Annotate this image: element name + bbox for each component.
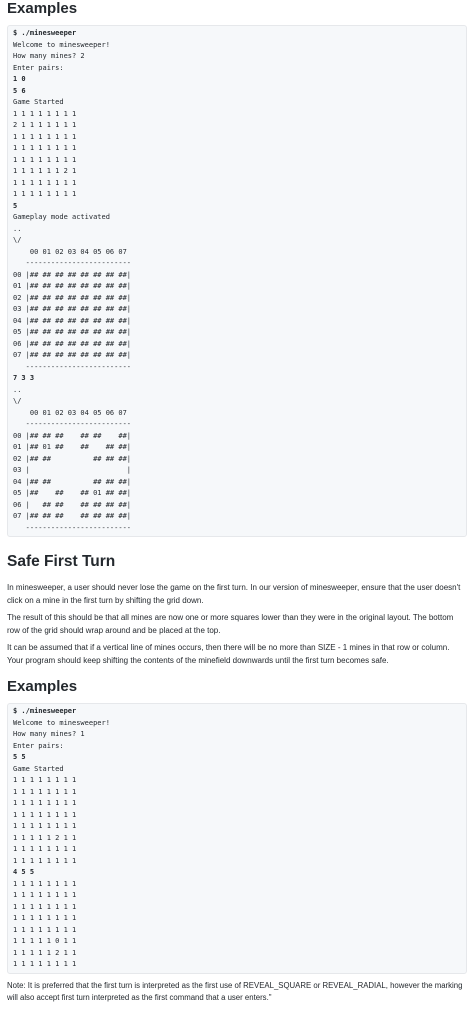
code-line: ------------------------- [13, 523, 132, 532]
code-line: .. [13, 224, 22, 233]
code-line: 02 |## ## ## ## ##| [13, 454, 132, 463]
code-line: ------------------------- [13, 362, 132, 371]
code-line: 1 1 1 1 1 1 1 1 [13, 891, 77, 899]
code-line: 1 0 [13, 75, 26, 83]
code-line: 1 1 1 1 1 1 1 1 [13, 155, 77, 164]
code-line: 02 |## ## ## ## ## ## ## ##| [13, 293, 132, 302]
code-line: 01 |## 01 ## ## ## ##| [13, 443, 132, 451]
paragraph-assumption: It can be assumed that if a vertical line of mines occurs, then there will be no more than SIZE - 1 mines in that row or column. Your program should keep shifting the contents of the minefield downwards until the first turn becomes safe. [7, 643, 450, 665]
examples-heading-top: Examples [7, 0, 78, 17]
code-line: 5 [13, 201, 18, 210]
code-block-example-2 [7, 703, 467, 974]
code-line: 1 1 1 1 1 1 1 1 [13, 960, 77, 968]
code-line: 1 1 1 1 1 1 1 1 [13, 787, 77, 796]
code-block-example-1 [7, 25, 467, 537]
code-line: 05 |## ## ## 01 ## ##| [13, 489, 132, 497]
code-line: 5 6 [13, 86, 26, 95]
code-line: 1 1 1 1 1 1 1 1 [13, 925, 77, 934]
code-line: \/ [13, 397, 22, 405]
code-line: 4 5 5 [13, 868, 35, 876]
examples-heading-bottom: Examples [7, 678, 78, 695]
code-line: 06 | ## ## ## ## ## ##| [13, 500, 132, 509]
code-line: Enter pairs: [13, 741, 64, 750]
code-line: 1 1 1 1 1 1 1 1 [13, 902, 77, 911]
code-line: How many mines? 2 [13, 52, 85, 60]
paragraph-intro: In minesweeper, a user should never lose the game on the first turn. In our version of minesweeper, ensure that the user doesn't click on a mine in the first turn by shifting the grid down. [7, 583, 461, 605]
code-line: 1 1 1 1 1 1 1 1 [13, 822, 77, 830]
code-line: 1 1 1 1 1 1 1 1 [13, 190, 77, 198]
code-line: 1 1 1 1 1 2 1 1 [13, 948, 77, 957]
code-line: Game Started [13, 98, 64, 106]
code-line: 1 1 1 1 1 0 1 1 [13, 937, 77, 945]
code-line: 1 1 1 1 1 1 1 1 [13, 810, 77, 819]
code-line: 03 |## ## ## ## ## ## ## ##| [13, 305, 132, 313]
code-line: Game Started [13, 764, 64, 773]
code-line: .. [13, 385, 22, 394]
code-line: 00 01 02 03 04 05 06 07 [13, 408, 127, 417]
code-line: Welcome to minesweeper! [13, 718, 110, 727]
code-line: Gameplay mode activated [13, 213, 110, 221]
code-line: 00 |## ## ## ## ## ##| [13, 431, 132, 440]
code-line: 5 5 [13, 753, 26, 761]
terminal-output-2 [13, 706, 461, 971]
code-line: 03 | | [13, 466, 132, 474]
code-line: 1 1 1 1 1 1 1 1 [13, 109, 77, 118]
code-line: 01 |## ## ## ## ## ## ## ##| [13, 282, 132, 290]
code-line: 05 |## ## ## ## ## ## ## ##| [13, 328, 132, 336]
code-line: 1 1 1 1 1 1 1 1 [13, 178, 77, 187]
code-line: 1 1 1 1 1 1 1 1 [13, 776, 77, 784]
code-line: How many mines? 1 [13, 730, 85, 738]
code-line: $ ./minesweeper [13, 29, 77, 37]
code-line: ------------------------- [13, 420, 132, 428]
terminal-output-1 [13, 28, 461, 534]
code-line: 1 1 1 1 1 1 1 1 [13, 879, 77, 888]
code-line: 1 1 1 1 1 2 1 1 [13, 833, 77, 842]
code-line: 1 1 1 1 1 1 2 1 [13, 167, 77, 175]
code-line: 04 |## ## ## ## ##| [13, 477, 132, 486]
note-paragraph: Note: It is preferred that the first turn is interpreted as the first use of REVEAL_SQUARE or REVEAL_RADIAL, however the marking will also accept first turn interpreted as the first command that a user enters." [7, 980, 463, 1002]
code-line: 00 |## ## ## ## ## ## ## ##| [13, 270, 132, 279]
code-line: 07 |## ## ## ## ## ## ##| [13, 512, 132, 520]
code-line: 1 1 1 1 1 1 1 1 [13, 856, 77, 865]
safe-first-turn-heading: Safe First Turn [7, 553, 116, 570]
code-line: 04 |## ## ## ## ## ## ## ##| [13, 316, 132, 325]
code-line: 1 1 1 1 1 1 1 1 [13, 144, 77, 152]
code-line: 2 1 1 1 1 1 1 1 [13, 121, 77, 129]
code-line: 06 |## ## ## ## ## ## ## ##| [13, 339, 132, 348]
code-line: Enter pairs: [13, 63, 64, 72]
code-line: 00 01 02 03 04 05 06 07 [13, 247, 127, 256]
code-line: 7 3 3 [13, 374, 35, 382]
paragraph-result: The result of this should be that all mines are now one or more squares lower than they were in the original layout. The bottom row of the grid should wrap around and be placed at the top. [7, 613, 454, 635]
code-line: $ ./minesweeper [13, 707, 77, 715]
code-line: 07 |## ## ## ## ## ## ## ##| [13, 351, 132, 359]
code-line: 1 1 1 1 1 1 1 1 [13, 799, 77, 807]
code-line: Welcome to minesweeper! [13, 40, 110, 49]
code-line: 1 1 1 1 1 1 1 1 [13, 845, 77, 853]
code-line: 1 1 1 1 1 1 1 1 [13, 914, 77, 922]
code-line: 1 1 1 1 1 1 1 1 [13, 132, 77, 141]
code-line: ------------------------- [13, 259, 132, 267]
code-line: \/ [13, 236, 22, 244]
